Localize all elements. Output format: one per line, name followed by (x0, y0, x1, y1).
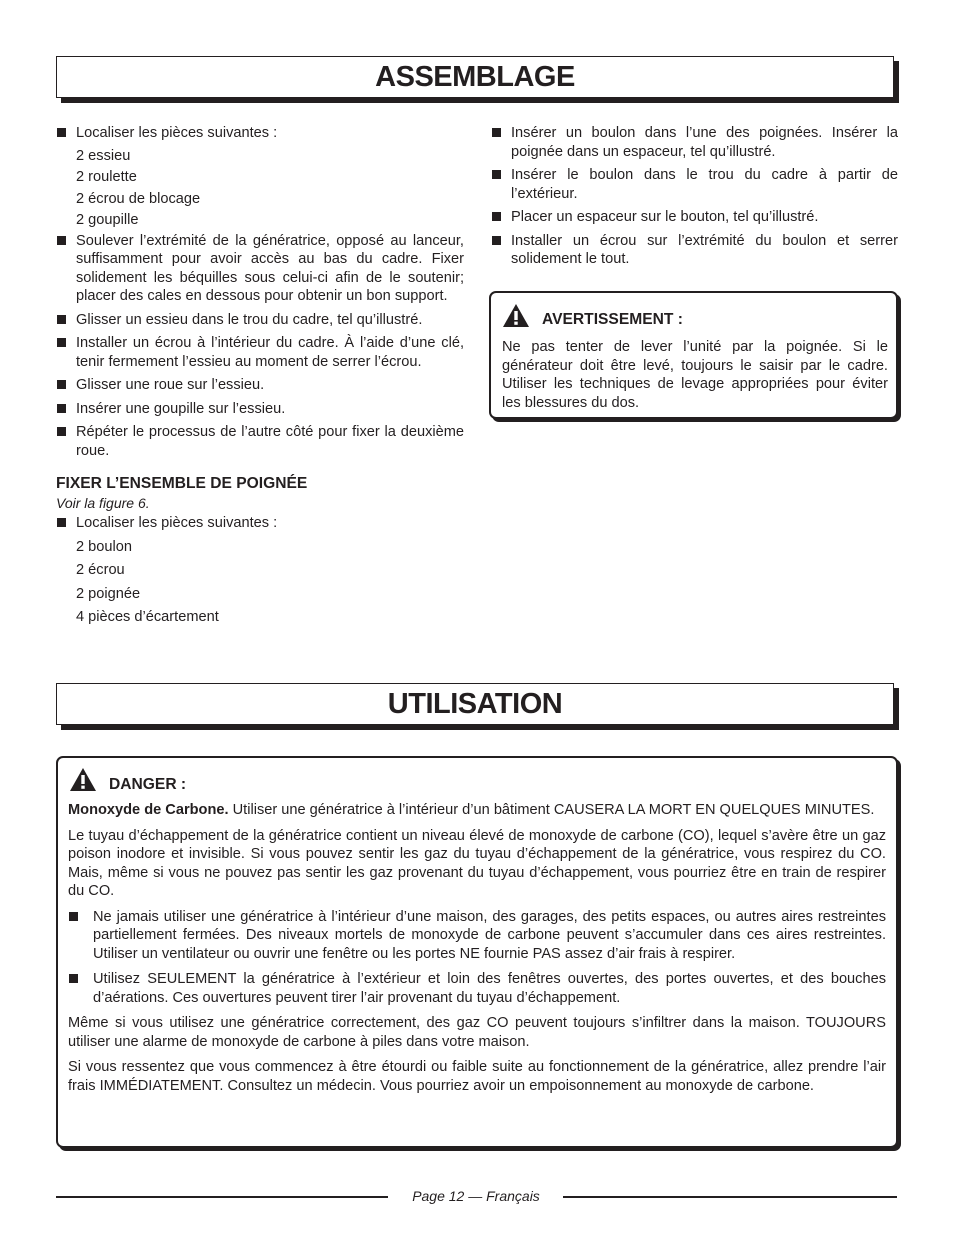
warning-icon (502, 303, 530, 328)
list-item: Installer un écrou sur l’extrémité du boulon et serrer solidement le tout. (491, 232, 898, 269)
danger-bullet: Ne jamais utiliser une génératrice à l’intérieur d’une maison, des garages, des petits espaces, ou autres aires restreintes partiellement fermées. Des niveaux mortels de monoxyde de carbone peuvent s’accumuler dans ces aires restreintes. Utiliser un ventilateur ou ouvrir une fenêtre ou les portes NE fournie PAS assez d’air frais à respirer. (68, 908, 886, 964)
danger-content (68, 801, 886, 1095)
danger-lead (68, 801, 886, 820)
danger-bullet: Utilisez SEULEMENT la génératrice à l’extérieur et loin des fenêtres ouvertes, des portes ouvertes, et des bouches d’aérations. Ces ouvertures peuvent tirer l’air provenant du tuyau d’échappement. (68, 970, 886, 1007)
assemblage-left-column (56, 124, 464, 630)
danger-box (56, 756, 898, 1148)
danger-paragraph: Si vous ressentez que vous commencez à être étourdi ou faible suite au fonctionnement de la génératrice, allez prendre l’air frais IMMÉDIATEMENT. Consultez un médecin. Vous pourriez avoir un empoisonnement au monoxyde de carbone. (68, 1059, 886, 1094)
list-item: Glisser un essieu dans le trou du cadre, tel qu’illustré. (56, 311, 464, 330)
danger-paragraph: Le tuyau d’échappement de la génératrice contient un niveau élevé de monoxyde de carbone (CO), lequel s’avère être un gaz poison inodore et invisible. Si vous pouvez sentir les gaz du tuyau d’échappement de la génératrice, vous respirez du CO. Mais, même si vous ne pouvez pas sentir les gaz provenant du tuyau d’échappement, vous pourriez être en train de respirer du CO. (68, 827, 886, 899)
page-footer: Page 12 — Français (412, 1188, 540, 1204)
danger-icon (69, 767, 97, 792)
footer-rule-right (563, 1196, 897, 1198)
part-item: 2 boulon (76, 538, 132, 555)
warning-box (489, 291, 898, 419)
assemblage-title: ASSEMBLAGE (56, 56, 894, 98)
part-item: 2 écrou de blocage (76, 190, 201, 207)
subsection-heading: FIXER L’ENSEMBLE DE POIGNÉE (56, 475, 308, 492)
list-item: Glisser une roue sur l’essieu. (56, 376, 464, 395)
danger-lead-text: Utiliser une génératrice à l’intérieur d’un bâtiment CAUSERA LA MORT EN QUELQUES MINUTES. (228, 802, 875, 818)
list-item: Insérer le boulon dans le trou du cadre à partir de l’extérieur. (491, 166, 898, 203)
part-item: 4 pièces d’écartement (76, 609, 219, 625)
list-item: Répéter le processus de l’autre côté pour fixer la deuxième roue. (56, 423, 464, 460)
part-item: 2 roulette (76, 169, 137, 185)
list-item: Localiser les pièces suivantes : (56, 514, 464, 533)
danger-paragraph: Même si vous utilisez une génératrice correctement, des gaz CO peuvent toujours s’infiltrer dans la maison. TOUJOURS utiliser une alarme de monoxyde de carbone à piles dans votre maison. (68, 1015, 886, 1050)
assemblage-right-column (491, 124, 898, 269)
part-item: 2 écrou (76, 562, 125, 578)
warning-text: Ne pas tenter de lever l’unité par la poignée. Si le générateur doit être levé, toujours le saisir par le cadre. Utiliser les techniques de levage appropriées pour éviter les blessures du dos. (502, 339, 888, 412)
list-item: Placer un espaceur sur le bouton, tel qu’illustré. (491, 208, 898, 227)
list-item: Installer un écrou à l’intérieur du cadre. À l’aide d’une clé, tenir fermement l’essieu au moment de serrer l’écrou. (56, 334, 464, 371)
warning-title: AVERTISSEMENT : (542, 311, 683, 328)
figure-reference: Voir la figure 6. (56, 494, 150, 511)
danger-lead-bold: Monoxyde de Carbone. (68, 802, 229, 818)
part-item: 2 poignée (76, 585, 141, 602)
footer-rule-left (56, 1196, 388, 1198)
utilisation-title: UTILISATION (56, 683, 894, 725)
list-item: Insérer une goupille sur l’essieu. (56, 400, 464, 419)
list-item: Soulever l’extrémité de la génératrice, opposé au lanceur, suffisamment pour avoir accès au bas du cadre. Fixer solidement les béquilles sous celui-ci afin de le soutenir; placer des cales en dessous pour obtenir un bon support. (56, 232, 464, 306)
danger-title: DANGER : (109, 776, 187, 793)
list-item: Localiser les pièces suivantes : (56, 124, 464, 143)
list-item: Insérer un boulon dans l’une des poignées. Insérer la poignée dans un espaceur, tel qu’illustré. (491, 124, 898, 161)
part-item: 2 goupille (76, 212, 139, 228)
part-item: 2 essieu (76, 147, 131, 164)
